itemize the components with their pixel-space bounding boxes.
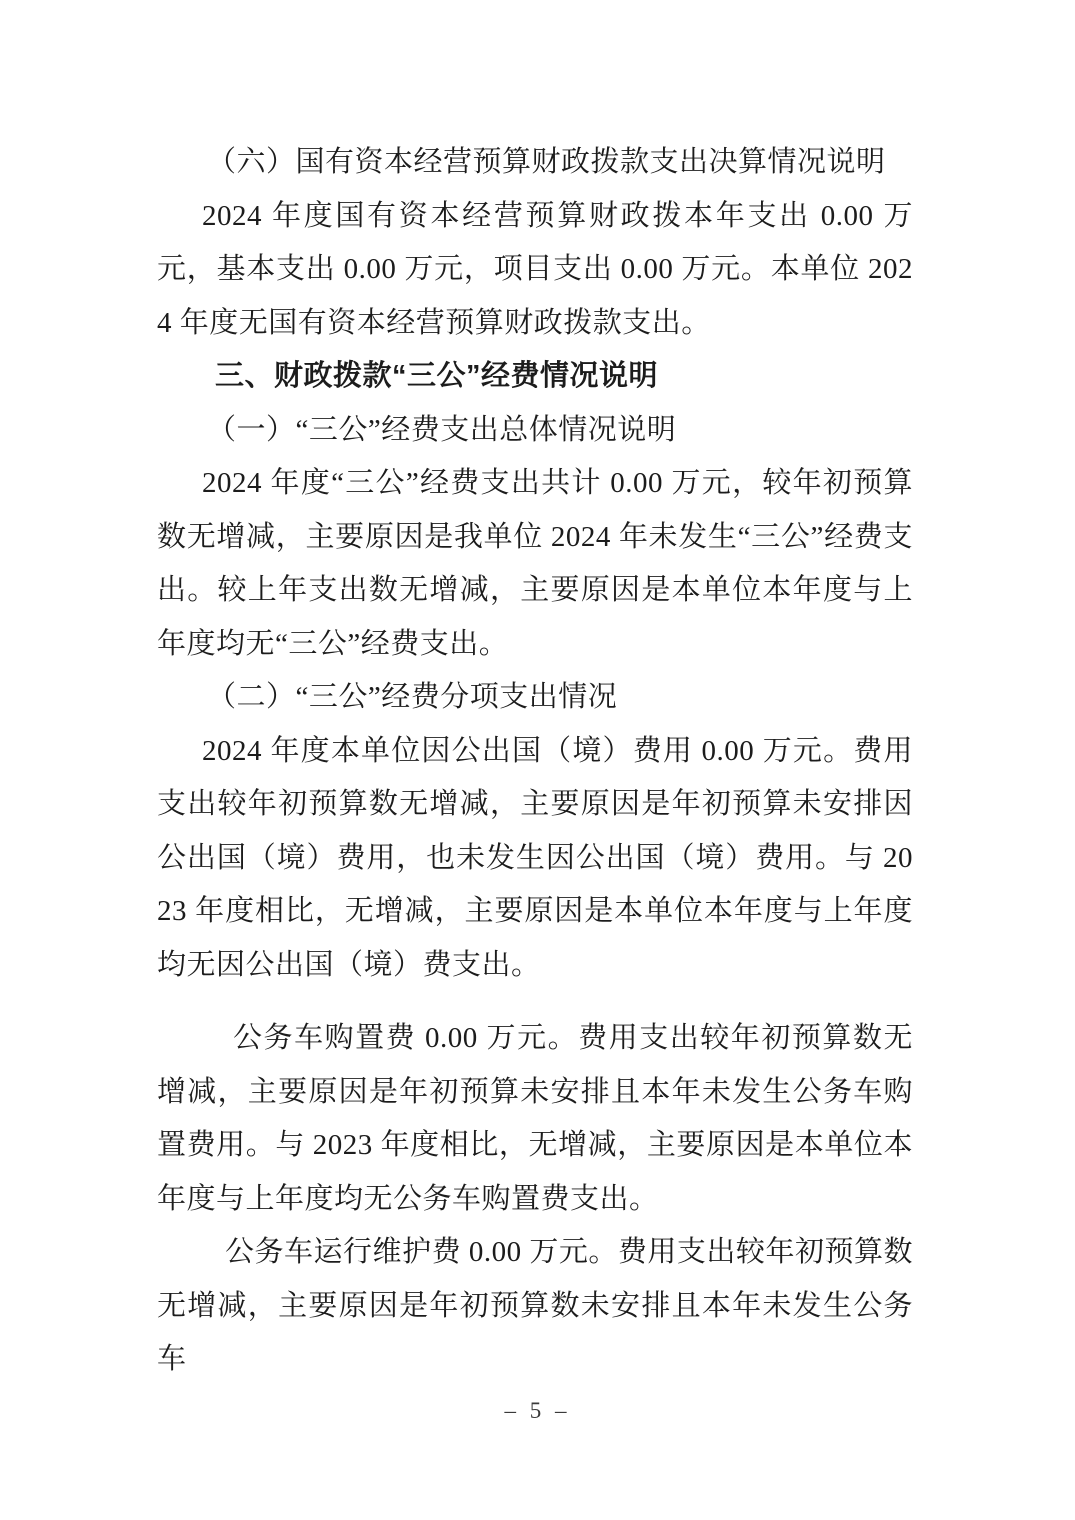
abroad-expense-paragraph: 2024 年度本单位因公出国（境）费用 0.00 万元。费用支出较年初预算数无增减，主要原因是年初预算未安排因公出国（境）费用，也未发生因公出国（境）费用。与 2023 年度相比，无增减，主要原因是本单位本年度与上年度均无因公出国（境）费支出。 (157, 734, 913, 981)
page-content (157, 136, 913, 1387)
vehicle-purchase-paragraph: 公务车购置费 0.00 万元。费用支出较年初预算数无增减，主要原因是年初预算未安排且本年未发生公务车购置费用。与 2023 年度相比，无增减，主要原因是本单位本年度与上年度均无公务车购置费支出。 (157, 1022, 913, 1215)
section-2-heading: （二）“三公”经费分项支出情况 (207, 681, 618, 713)
section-1-paragraph: 2024 年度“三公”经费支出共计 0.00 万元，较年初预算数无增减，主要原因是我单位 2024 年未发生“三公”经费支出。较上年支出数无增减，主要原因是本单位本年度与上年度均无“三公”经费支出。 (157, 467, 913, 660)
page-number: – 5 – (504, 1398, 571, 1423)
section-1-heading: （一）“三公”经费支出总体情况说明 (207, 413, 677, 446)
section-6-heading: （六）国有资本经营预算财政拨款支出决算情况说明 (207, 146, 886, 178)
section-6-paragraph: 2024 年度国有资本经营预算财政拨本年支出 0.00 万元，基本支出 0.00 万元，项目支出 0.00 万元。本单位 2024 年度无国有资本经营预算财政拨款支出。 (157, 199, 913, 339)
vehicle-maintenance-paragraph: 公务车运行维护费 0.00 万元。费用支出较年初预算数无增减，主要原因是年初预算数未安排且本年未发生公务车 (157, 1236, 913, 1375)
part-3-heading: 三、财政拨款“三公”经费情况说明 (215, 360, 659, 392)
